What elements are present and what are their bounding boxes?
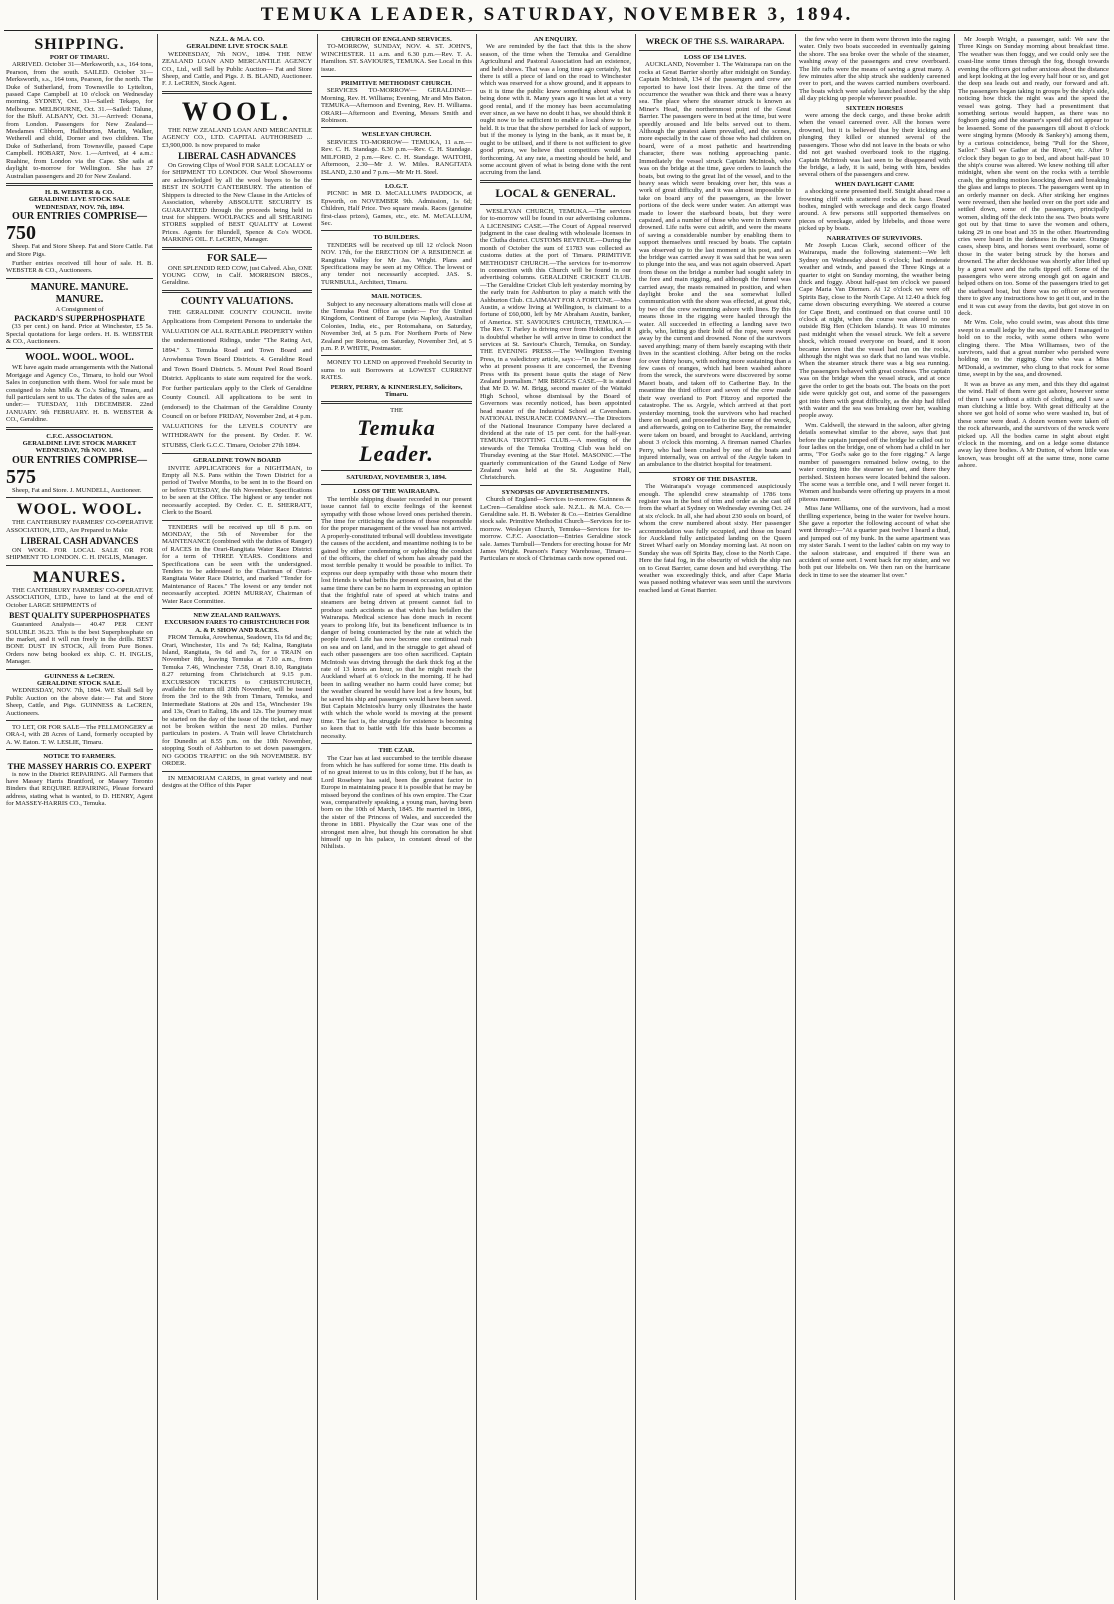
iogt-text: PICNIC in MR D. McCALLUM'S PADDOCK, at Epworth, on NOVEMBER 9th. Admission, 1s 6d; Children, Half Price. Two square meals. Races (genuine first-class prizes), Games, etc., etc. M. McCALLUM, Sec. — [321, 190, 472, 227]
farmers-notice: NOTICE TO FARMERS. — [43, 753, 116, 761]
manure-heading: MANURE. MANURE. MANURE. — [30, 281, 129, 305]
czar-heading: THE CZAR. — [378, 747, 415, 755]
wesleyan-text: SERVICES TO-MORROW— TEMUKA, 11 a.m.—Rev. C. H. Standage. 6.30 p.m.—Rev. C. H. Standage. MILFORD, 2 p.m.—Rev. C. H. Standage. WAITOHI, Afternoon, 2.30—Mr J. W. Miles. RANGITATA ISLAND, 2.30 and 7 p.m.—Mr Mr H. Steel. — [321, 138, 472, 176]
builders-heading: TO BUILDERS. — [373, 234, 420, 242]
horses-heading: SIXTEEN HORSES — [845, 104, 904, 112]
entries-heading: OUR ENTRIES COMPRISE— — [11, 211, 148, 223]
liberal-text: ON WOOL FOR LOCAL SALE OR FOR SHIPMENT TO LONDON. C. H. INGLIS, Manager. — [6, 547, 153, 562]
daylight-text: a shocking scene presented itself. Straight ahead rose a frowning cliff with scattered rocks at its base. Dead bodies, mingled with wreckage and deck cargo floated around. A few persons still supported themselves on pieces of wreckage, aided by lifebelts, and those were picked up by boats. — [799, 188, 950, 233]
county-text: THE GERALDINE COUNTY COUNCIL invite Applications from Competent Persons to undertake the VALUATION OF ALL RATEABLE PROPERTY within the undermentioned Ridings, under "The Rating Act, 1894." 3. Temuka Road and Town Board and Arowhenua Town Board Districts. 4. Geraldine Road and Town Board Districts. 5. Mount Peel Road Board District. Applicants to state sum required for the work. For further particulars apply to the Clerk of Geraldine County Council. All applications to be sent in (endorsed) to the Chairman of the Geraldine County Council on or before FRIDAY, November 2nd, at 4 p.m. VALUATIONS for the LEVELS COUNTY are WITHDRAWN for the present. By Order. F. W. STUBBS, Clerk G.C.C. Timaru, October 27th 1894. — [162, 308, 312, 449]
column-2 — [162, 36, 312, 1598]
market-date: WEDNESDAY, 7th NOV. 1894. — [35, 447, 124, 455]
rail-heading: NEW ZEALAND RAILWAYS. — [193, 611, 281, 619]
nzl-heading: N.Z.L. & M.A. CO. — [209, 36, 265, 43]
loss-heading: LOSS OF THE WAIRARAPA. — [353, 488, 440, 496]
primitive-heading: PRIMITIVE METHODIST CHURCH. — [340, 80, 453, 88]
forsale-text: ONE SPLENDID RED COW, just Calved. Also, ONE YOUNG COW, in Calf. MORRISON BROS., Geraldine. — [162, 264, 312, 287]
story-text: The Wairarapa's voyage commenced auspiciously enough. The splendid crew steamship of 1786 tons register was in the best of trim and order as she cast off from the wharf at Sydney on Wednesday evening Oct. 24 at six o'clock. In all, she had about 230 souls on board, of whom the crew numbered about sixty. Her passenger accommodation was fully occupied, and those on board for Auckland fully anticipated landing on the Queen Street Wharf early on Monday morning last. At noon on Sunday she was off Spirits Bay, close to the North Cape. Here the fatal fog, in the obscurity of which the ship ran on to Great Barrier, came down and hid everything. The weather was exceedingly thick, and after Cape Maria was passed nothing whatever was seen until the survivors reached land at Great Barrier. — [639, 483, 791, 594]
column-4 — [480, 36, 631, 1598]
column-5 — [639, 36, 791, 1598]
column-3 — [321, 36, 472, 1598]
massey-heading: THE MASSEY HARRIS CO. EXPERT — [7, 760, 152, 771]
superphos-heading: BEST QUALITY SUPERPHOSPHATES — [9, 611, 150, 621]
the-label: THE — [390, 407, 403, 415]
manure-note: (33 per cent.) on hand. Price at Winchester, £5 5s. Special quotations for large orders. H. B. WEBSTER & CO., Auctioneers. — [6, 323, 153, 345]
column-7 — [958, 36, 1109, 1598]
column-6 — [799, 36, 950, 1598]
column-1 — [6, 36, 153, 1598]
loss-text: The terrible shipping disaster recorded in our present issue cannot fail to excite feelings of the keenest sympathy with those whose loved ones perished therein. The time for criticising the actions of those responsible for the proper management of the vessel has not arrived. A properly-constituted tribunal will doubtless investigate the causes of the accident, and meantime nothing is to be gained by either condemning or upholding the conduct of the officers, the chief of whom has already paid the most terrible penalty it would be possible to inflict. To express our deep sympathy with those who mourn their lost friends is what befits the present occasion, but at the same time there can be no harm in expressing an opinion that the frightful rate of speed at which trains and steamers are being driven at present cannot fail to produce such accidents as that which has befallen the Wairarapa. Medical science has done much in recent years to prolong life, but its beneficent influence is in danger of being counteracted by the rate at which the people travel. Life has now become one continual rush on sea and on land, and in the struggle to get ahead of each other passengers are too often sacrificed. Captain McIntosh was driving through the dark thick fog at the rate of 13 knots an hour, so that he might reach the Auckland wharf at 6 o'clock in the morning. If he had been in sailing weather no harm could have come; but the weather cleared he would have lost a few hours, but he saved his ship and passengers would have been saved. But Captain McIntosh's hurry only illustrates the haste with which the whole world is moving at the present time. The fact is, the struggle for existence is becoming so keen that to battle with life this haste becomes a necessity. — [321, 495, 472, 740]
local-heading: LOCAL & GENERAL. — [495, 185, 616, 200]
packard-heading: PACKARD'S SUPERPHOSPHATE — [14, 313, 145, 324]
enquiry-text: We are reminded by the fact that this is the show season, of the time when the Temuka and Geraldine Agricultural and Pastoral Association had an existence, and held shows. That was a long time ago certainly, but there is still a piece of land on the road to Winchester which was reserved for a show ground, and it appears to us it is time the public knew something about what is being done with it. Many years ago it was let at a very good rental, and if the money has been accumulating ever since, as we have no doubt it has, we should think it ought now to be sufficient to enable a local show to be held. It is true that the show perished for lack of support, but if the money is lying in the bank, as it must be, it ought to be utilised, and if there is not sufficient to give good prizes, we believe that competitors would be forthcoming. At any rate, a meeting should be held, and some account given of what is being done with the rent accruing from the land. — [480, 43, 631, 177]
superphos-text: Guaranteed Analysis— 40.47 PER CENT SOLUBLE 36.23. This is the best Superphosphate on the market, and it will run freely in the drills. BEST BONE DUST IN STOCK, All from Pure Bones. Orders now being booked ex ship. C. H. INGLIS, Manager. — [6, 621, 153, 666]
horses-text: were among the deck cargo, and these broke adrift when the vessel careened over. All the horses were drowned, but it is believed that by their kicking and plunging they killed or stunned several of the passengers. Those who did not leave in the boats or who did not get washed overboard took to the rigging. Captain McIntosh was last seen to be disappeared with the bridge, a lady, it is said, being with him, besides several others of the passengers and crew. — [799, 112, 950, 179]
manures-heading: MANURES. — [33, 568, 126, 586]
narratives-heading: NARRATIVES OF SURVIVORS. — [826, 234, 923, 242]
entries-number: 750 — [6, 222, 36, 245]
nzl-text: WEDNESDAY, 7th NOV., 1894. THE NEW ZEALAND LOAN AND MERCANTILE AGENCY CO., Ltd., will Sell by Public Auction— Fat and Store Sheep, and Cattle, and Pigs. J. B. BLAND, Auctioneer. F. J. LeCREN, Stock Agent. — [162, 50, 312, 88]
column-rule — [635, 34, 636, 1600]
liberal-heading: LIBERAL CASH ADVANCES — [20, 536, 139, 547]
shipping-heading: SHIPPING. — [34, 36, 125, 53]
wright-text: Mr Joseph Wright, a passenger, said: We saw the Three Kings on Sunday morning about breakfast time. The weather was then foggy, and we could only see the coast-line some times through the fog, though towards evening the officers got rather anxious about the distance and kept looking at the log every half hour or so, and got the deep sea leads out and ready, our forward and aft. The passengers began taking in groups by the ship's side, noticing how thick the night was and the speed the vessel was going. They had a presentiment that something serious would happen, as there was no foghorn going and the steamer's speed did not appear to be lessened. Some of the passengers till about 8 o'clock were singing hymns (Moody & Sankey's) among them, by a curious coincidence, being "Pull for the Shore, Sailor." Shall we Gather at the River," etc. After 9 o'clock they began to go to bed, and about half-past 10 the ship's course was altered. We knew nothing till after midnight, when she went on the rocks with a terrible crash, the grinding motion knocking down and breaking the glass and lamps to pieces. The passengers went up in an orderly manner on deck. After striking her engines were reversed, then she heeled over on the port side and settled down, some of the passengers, principally women, sliding off the deck into the sea. Two boats were got out by that time to save the women and others, taking 29 in one boat and 35 in the other. Heartrending cries were heard in the darkness in the water. Orange cases, sheep bins, and horses went overboard, some of those in the water being struck by the horses and drowned. The after deckhouse was shortly after lifted up by a great wave and the rafts tipped off. Some of the passengers who were strong enough got on again and helped others on too. Some of the passengers tried to get the starboard boat, but there was no officer or women there to give any instructions how to get it out, and in the end it was cut away from the davits, but got stove in on deck. — [958, 36, 1109, 318]
synopsis-heading: SYNOPSIS OF ADVERTISEMENTS. — [501, 488, 610, 496]
church-heading: CHURCH OF ENGLAND SERVICES. — [341, 36, 452, 43]
iogt-heading: I.O.G.T. — [384, 182, 409, 190]
gtb-heading: GERALDINE TOWN BOARD — [193, 457, 281, 465]
wreck-heading: WRECK OF THE S.S. WAIRARAPA. — [645, 36, 785, 46]
mail-heading: MAIL NOTICES. — [371, 293, 422, 301]
local-text: WESLEYAN CHURCH, TEMUKA.—The services for to-morrow will be found in our advertising columns. A LICENSING CASE.—The Court of Appeal reserved judgment in the case dealing with wholesale licenses in the Clutha district. CUSTOMS REVENUE.—During the month of October the sum of £1783 was collected as customs duties at the port of Timaru. PRIMITIVE METHODIST CHURCH.—The services for to-morrow in connection with this Church will be found in our advertising columns. GERALDINE CRICKET CLUB.—The Geraldine Cricket Club left yesterday morning by the early train for Ashburton to play a match with the Ashburton Club. CLAIMANT FOR A FORTUNE.—Mrs Austin, a widow living at Wellington, is claimant to a fortune of £60,000, left by Mr Abraham Austin, banker, of America. ST. SAVIOUR'S CHURCH, TEMUKA.—The Rev. T. Farley is driving over from Hokitika, and it is doubtful whether he will arrive in time to conduct the services at St. Saviour's Church, Temuka, on Sunday. THE EVENING PRESS.—The Wellington Evening Press, in a valedictory article, says:—"In so far as those who at present possess it are concerned, the Evening Press with its present issue quits the stage of New Zealand journalism." MR BRIGG'S CASE.—It is stated that Mr D. W. M. Brigg, second master of the Waitaki High School, whose dismissal by the Board of Governors was recently noticed, has been appointed head master of the Industrial School at Caversham. NATIONAL INSURANCE COMPANY.—The Directors of the National Insurance Company have declared a dividend at the rate of 15 per cent. for the half-year. TEMUKA TROTTING CLUB.—A meeting of the stewards of the Temuka Trotting Club was held on Thursday evening at the Star Hotel. MASONIC.—The quarterly communication of the Grand Lodge of New Zealand was held at the St. Augustine Hall, Christchurch. — [480, 207, 631, 482]
shipping-text: ARRIVED. October 31—Merksworth, s.s., 164 tons, Pearson, from the south. SAILED. October 31—Merksworth, s.s., 164 tons, Pearson, for the north. The Duke of Sutherland, from Townsville to Lyttelton, passed Cape Campbell at 10 o'clock on Wednesday morning. SYDNEY, Oct. 31—Sailed: Tekapo, for Melbourne. MELBOURNE, Oct. 31.—Sailed: Talune, for the Bluff. ALBANY, Oct. 31.—Arrived: Oceana, from London. Passengers for New Zealand—Mesdames Clibborn, Halliburton, Martin, Walker, Wetherell and child, Dorner and two children. The Duke of Sutherland, from Townsville, passed Cape Campbell. HOBART, Nov. 1.—Arrived, at 4 a.m.: Ruahine, from London via the Cape. She sails at daylight to-morrow for Wellington. She has 27 Australian passengers and 20 for New Zealand. — [6, 61, 153, 180]
tenders-text: TENDERS will be received up till 8 p.m. on MONDAY, the 5th of November for the MAINTENANCE (combined with the duties of Ranger) of RACES in the Orari-Rangitata Water Race District for a term of THREE YEARS. Conditions and Specifications can be seen with the undersigned. Tenders to be addressed to the Chairman of Orari-Rangitata Water Race District, and marked "Tender for Maintenance of Races." The lowest or any tender not necessarily accepted. JOHN MURRAY, Chairman of Water Race Committee. — [162, 523, 312, 605]
liberal-heading: LIBERAL CASH ADVANCES — [178, 151, 296, 162]
manure-text: A Consignment of — [55, 305, 104, 313]
entries2-items: Sheep, Fat and Store. J. MUNDELL, Auctioneer. — [12, 486, 142, 494]
date-line: SATURDAY, NOVEMBER 3, 1894. — [346, 473, 447, 481]
money-text: MONEY TO LEND on approved Freehold Security in sums to suit Borrowers at LOWEST CURRENT RATES. — [321, 359, 472, 382]
sale-date: WEDNESDAY, NOV. 7th, 1894. — [34, 203, 125, 211]
wool-heading: WOOL. WOOL. WOOL. — [25, 352, 134, 364]
geraldine-sale-heading: GERALDINE LIVE STOCK SALE — [186, 43, 288, 51]
wool-big-heading: WOOL. — [181, 96, 293, 126]
story-heading: STORY OF THE DISASTER. — [672, 475, 758, 483]
column-rule — [157, 34, 158, 1600]
farmers-text: THE CANTERBURY FARMERS' CO-OPERATIVE ASSOCIATION, LTD., Are Prepared to Make — [6, 519, 153, 534]
entries2-number: 575 — [6, 465, 36, 488]
forsale-heading: FOR SALE— — [207, 252, 267, 264]
perry-heading: PERRY, PERRY, & KINNERSLEY, Solicitors, Timaru. — [330, 383, 463, 399]
manures-text: THE CANTERBURY FARMERS' CO-OPERATIVE ASSOCIATION, LTD., have to land at the end of October LARGE SHIPMENTS of — [6, 586, 153, 609]
masthead-rule — [4, 30, 1110, 31]
memoriam-text: IN MEMORIAM CARDS, in great variety and neat designs at the Office of this Paper — [162, 774, 312, 789]
masthead: TEMUKA LEADER, SATURDAY, NOVEMBER 3, 1894. — [260, 4, 854, 25]
column-rule — [317, 34, 318, 1600]
gtb-text: INVITE APPLICATIONS for a NIGHTMAN, to Empty all N.S. Pans within the Town District for a period of Twelve Months, to be sent in to the Board on or before TUESDAY, the 6th November. Specifications to be seen at the Office. The highest or any tender not necessarily accepted. By Order. C. E. SHERRATT, Clerk to the Board. — [162, 464, 312, 517]
excursion-heading: EXCURSION FARES TO CHRISTCHURCH FOR A. & P. SHOW AND RACES. — [164, 619, 310, 634]
williams-text: Miss Jane Williams, one of the survivors, had a most thrilling experience, being in the water for twelve hours. She gave a reporter the following account of what she went through:—"At a quarter past twelve I heard a thud, and jumped out of my bunk. In the same apartment was my sister Sarah. I went to the ladies' cabin on my way to the saloon staircase, and enquired if there was an accident of some sort. I went back for my sister, and we both put our lifebelts on. We then ran on the hurricane deck in time to see the steamer list over." — [799, 505, 950, 579]
port-heading: PORT OF TIMARU. — [49, 54, 110, 61]
excursion-text: FROM Temuka, Arowhenua, Seadown, 11s 6d and 8s; Orari, Winchester, 11s and 7s 6d; Kalina, Rangitata Island, Rangitata, 9s 6d and 7s, for a TRAIN on November 8th, leaving Temuka at 7.10 a.m., from Temuka 7.46, Winchester 7.58, Orari 8.10, Rangitata 8.27 returning from Christchurch at 9.15 p.m. EXCURSION TICKETS to CHRISTCHURCH, available for return till 20th November, will be issued from the 3rd to the 9th from Timaru, Temuka, and Intermediate Stations at 20s and 15s, Winchester 19s and 13s, Orari to Ealing, 18s and 12s. The journey must be started on the day of the issue of the ticket, and may not be broken within the next 20 miles. Further particulars in posters. A Train will leave Christchurch for Dunedin at 8.55 p.m. on the 10th November, stopping South of Ashburton to set down passengers. NO GOODS TRAFFIC on the 9th NOVEMBER. BY ORDER. — [162, 634, 312, 768]
primitive-text: SERVICES TO-MORROW— GERALDINE—Morning, Rev. H. Williams; Evening, Mr and Mrs Baton. TEMUKA—Afternoon and Evening, Rev. H. Williams. ORARI—Afternoon and Evening, Messrs Smith and Robinson. — [321, 87, 472, 125]
cfc-heading: C.F.C. ASSOCIATION. — [46, 432, 113, 440]
wreck-text: AUCKLAND, November 1. The Wairarapa ran on the rocks at Great Barrier shortly after midnight on Sunday. Captain McIntosh, 134 of the passengers and crew are reported to have lost their lives. At the time of the occurrence the weather was thick and there was a heavy sea. The place where the steamer struck is known as Miner's Head, the northernmost point of the Great Barrier. The passengers were in bed at the time, but were speedily aroused and life belts served out to them. Although the greatest alarm prevailed, and the scenes, more especially in the case of those who had children on board, were of a most pathetic and heartrending character, there was nothing approaching panic. Immediately the vessel struck Captain McIntosh, who was on the bridge at the time, gave orders to launch the boats, but owing to the great list of the vessel, and to the heavy seas which were breaking over her, this was a work of great difficulty, and it was almost impossible to take on board any of the passengers, as the lower portions of the deck were under water. An attempt was made to lower the starboard boats, but they were capsized, and a number of those who were in them were drowned. Life rafts were cut adrift, and were the means of saving a considerable number by enabling them to support themselves until rescued by boats. The captain was observed up to the last moment at his post, and as the bridge was carried away it was said that he was seen to plunge into the sea, and was not again observed. Apart from these on the bridge a number had sought safety in the fore and main rigging, and although the funnel was carried away, the masts remained in position, and when daylight broke and the sea somewhat lulled communication with the shore was effected, at great risk, by two of the crew swimming ashore with lines. By this means those in the rigging were hauled through the water. All succeeded in effecting a landing save two girls, who, letting go their hold of the rope, were swept away by the current and drowned. None of the survivors saved anything; many of them barely escaping with their lives in the scantiest clothing. After being on the rocks for over thirty hours, with nothing more sustaining than a few cases of oranges, which had been washed ashore from the wreck, the survivors were discovered by some Maori boats, and taken off to Catherine Bay. In the meantime the third officer and seven of the crew made their way overland to Port Fitzroy and reported the catastrophe. The ss. Argyle, which arrived at that port yesterday morning, took the survivors who had reached there on board, and proceeded to the scene of the wreck, and afterwards, going on to Catherine Bay, the remainder were taken on board, and brought to Auckland, arriving about 3 o'clock this morning. A fireman named Charles Perry, who had been crushed by one of the boats and injured internally, was on arrival of the Argyle taken in an ambulance to the district hospital for treatment. — [639, 61, 791, 469]
entries-items: Sheep. Fat and Store Sheep. Fat and Store Cattle. Fat and Store Pigs. — [6, 243, 153, 258]
paper-title: Temuka Leader. — [357, 414, 436, 466]
last-text: It was as brave as any men, and this they did against the wind. Half of them were got ashore, however some of them I saw without a stitch of clothing, and I saw a man clutching a little boy. With great difficulty at the shore we got hold of some who were washed in, but of these some were dead. A dozen women were taken off the rock afterwards, and the survivors of the wreck were picked up. All the bodies came in sight about eight o'clock in the morning, and on a ledge some distance away lay three bodies. A Mr Dutton, of whom little was known, was brought off at the same time, none came ashore. — [958, 380, 1109, 470]
column-rule — [476, 34, 477, 1600]
stock-text: WEDNESDAY, NOV. 7th, 1894. WE Shall Sell by Public Auction on the above date:— Fat and Store Sheep, Cattle, and Pigs. GUINNESS & LeCREN, Auctioneers. — [6, 687, 153, 717]
caldwell-text: Wm. Caldwell, the steward in the saloon, after giving details somewhat similar to the above, says that just before the captain jumped off the bridge he called out to four ladies on the bridge, one of whom had a child in her arms, "For God's sake go to the fore rigging." A large number of passengers remained below owing, to the water coming into the steamer so fast, and there they perished. Sixteen horses were located behind the saloon. The scene was a terrible one, and I will never forget it. Women and husbands were offering up prayers in a most piteous manner. — [799, 421, 950, 503]
mail-text: Subject to any necessary alterations mails will close at the Temuka Post Office as under:— For the United Kingdom, Continent of Europe (via Naples), Australian Colonies, India, etc., per Rotomahana, on Saturday, November 3rd, at 5 p.m. For Northern Ports of New Zealand per Rotorua, on Saturday, November 3rd, at 5 p.m. P. P. WHITE, Postmaster. — [321, 300, 472, 353]
builders-text: TENDERS will be received up till 12 o'clock Noon NOV. 17th, for the ERECTION OF A RESIDENCE at Rangitata Valley for Mr Jas. Wright. Plans and Specifications may be seen at my Office. The lowest or any tender not necessarily accepted. JAS. S. TURNBULL, Architect, Timaru. — [321, 241, 472, 286]
daylight-heading: WHEN DAYLIGHT CAME — [834, 180, 915, 188]
liberal-text: On Growing Clips of Wool FOR SALE LOCALLY or for SHIPMENT TO LONDON. Our Wool Showrooms are acknowledged by all the wool buyers to be the BEST IN SOUTH CANTERBURY. The attention of Shippers is directed to the New Clause in the Articles of Association, whereby ABSOLUTE SECURITY IS GUARANTEED through the proceeds being held in trust for shippers. WOOLPACKS and all SHEARING STORES supplied of BEST QUALITY at Lowest Prices. Agents for Blundell, Spence & Co's WOOL MARKING OIL. F. LeCREN, Manager. — [162, 162, 312, 244]
county-heading: COUNTY VALUATIONS. — [180, 295, 294, 307]
entries-note: Further entries received till hour of sale. H. B. WEBSTER & CO., Auctioneers. — [6, 259, 153, 275]
massey-text: is now in the District REPAIRING. All Farmers that have Massey Harris Brantford, or Massey Toronto Binders that REQUIRE REPAIRING, Please forward address, stating what is wanted, to D. HENRY, Agent for MASSEY-HARRIS CO., Temuka. — [6, 770, 153, 808]
column-rule — [795, 34, 796, 1600]
czar-text: The Czar has at last succumbed to the terrible disease from which he has suffered for some time. His death is of no great interest to us in this colony, but if he has, as Lord Rosebery has said, been the greatest factor in Europe in maintaining peace it is possible that he may be missed beyond the confines of his own empire. The Czar was, comparatively speaking, a young man, having been born on the 10th of March, 1845. He married in 1866, the sister of the Princess of Wales, and succeeded the throne in 1881. Physically the Czar was one of the strongest men alive, but though his coronation he shut himself up in his palace, in constant dread of the Nihilists. — [321, 754, 472, 851]
church-text: TO-MORROW, SUNDAY, NOV. 4. ST. JOHN'S, WINCHESTER. 11 a.m. and 6.30 p.m.—Rev. T. A. Hamilton. ST. SAVIOUR'S, TEMUKA. See Local in this issue. — [321, 43, 472, 73]
stock-sale-heading: GERALDINE STOCK SALE. — [36, 679, 123, 687]
let-text: TO LET, OR FOR SALE—The FELLMONGERY at ORA-I, with 28 Acres of Land, formerly occupied by A. W. Eaton. T. W. LESLIE, Timaru. — [6, 723, 153, 746]
webster-heading: H. B. WEBSTER & CO. — [45, 188, 114, 196]
column-rule — [954, 34, 955, 1600]
wesleyan-heading: WESLEYAN CHURCH. — [361, 131, 432, 139]
wool-text: WE have again made arrangements with the National Mortgage and Agency Co., Timaru, to hold our Wool Sales in conjunction with them. Wool for sale must be consigned to John Mills & Co.'s Siding, Timaru, and full particulars sent to us. The dates of the sales are as under:— TUESDAY, 11th DECEMBER. 22nd JANUARY. 9th FEBRUARY. H. B. WEBSTER & CO., Geraldine. — [6, 364, 153, 424]
intro-text: the few who were in them were thrown into the raging water. Only two boats succeeded in eventually gaining the shore. The sea broke over the whole of the steamer, washing away of the passengers and crew overboard. The life rafts were the means of saving a great many. A few minutes after the ship struck she suddenly careened over to port, and the waves carried numbers overboard. The boats which were safely launched stood by the ship all day picking up people wherever possible. — [799, 36, 950, 103]
narratives-text: Mr Joseph Lucas Clark, second officer of the Wairarapa, made the following statement:—We left Sydney on Wednesday about 6 o'clock; had moderate weather and winds, and passed the Three Kings at a quarter to eight on Sunday morning, the weather being thick and foggy. About half-past ten o'clock we passed Cape Maria Van Diemen. At 12 o'clock we were off Spirits Bay, close to the North Cape. At 12.40 a thick fog came down obscuring everything. We steered a course for Cape Brett, and continued on that course until 10 o'clock at night, when the course was altered to one outside Big Hen (Chicken Islands). It was 10 minutes past midnight when the vessel struck. We felt a severe shock, which roused everyone on board, and it soon became known that the vessel had run on the rocks, although the night was so dark that no land was visible. When the steamer struck there was a big sea running. The passengers behaved with great coolness. The captain was on the bridge when the vessel struck, and at once gave the order to get the boats out. The boats on the port side were quickly got out, and some of the passengers got into them with great difficulty, as the ship had filled with water and the sea was breaking over her, washing people away. — [799, 241, 950, 420]
guinness-heading: GUINNESS & LeCREN. — [44, 672, 115, 680]
loss-lives-heading: LOSS OF 134 LIVES. — [683, 54, 747, 61]
wool2-heading: WOOL. WOOL. — [16, 501, 143, 519]
entries2-heading: OUR ENTRIES COMPRISE— — [11, 454, 148, 466]
market-heading: GERALDINE LIVE STOCK MARKET — [22, 440, 137, 448]
cole-text: Mr Wm. Cole, who could swim, was about this time swept to a small ledge by the sea, and there I managed to hold on to the rocks, with some others who were clinging there. The Miss Williamses, two of the survivors, said that a great number who perished were holding on to the rigging. One who was a Miss M'Donald, a swimmer, who clung to that rock for some time, swept in by the sea, and drowned. — [958, 319, 1109, 379]
loan-text: THE NEW ZEALAND LOAN AND MERCANTILE AGENCY CO., LTD. CAPITAL AUTHORISED ... £3,900,000. Is now prepared to make — [162, 126, 312, 149]
synopsis-text: Church of England—Services to-morrow. Guinness & LeCren—Geraldine stock sale. N.Z.L. & M.A. Co.—Geraldine sale. H. B. Webster & Co.—Entries Geraldine stock sale. Primitive Methodist Church—Services for to-morrow. Wesleyan Church, Temuka—Services for to-morrow. C.F.C. Association—Entries Geraldine stock sale. James Turnbull—Tenders for erecting house for Mr James Wright. Pearson's Fancy Warehouse, Timaru—Particulars re stock of Christmas cards now opened out. — [480, 496, 631, 563]
sale-heading: GERALDINE LIVE STOCK SALE — [28, 196, 131, 204]
enquiry-heading: AN ENQUIRY. — [533, 36, 578, 43]
